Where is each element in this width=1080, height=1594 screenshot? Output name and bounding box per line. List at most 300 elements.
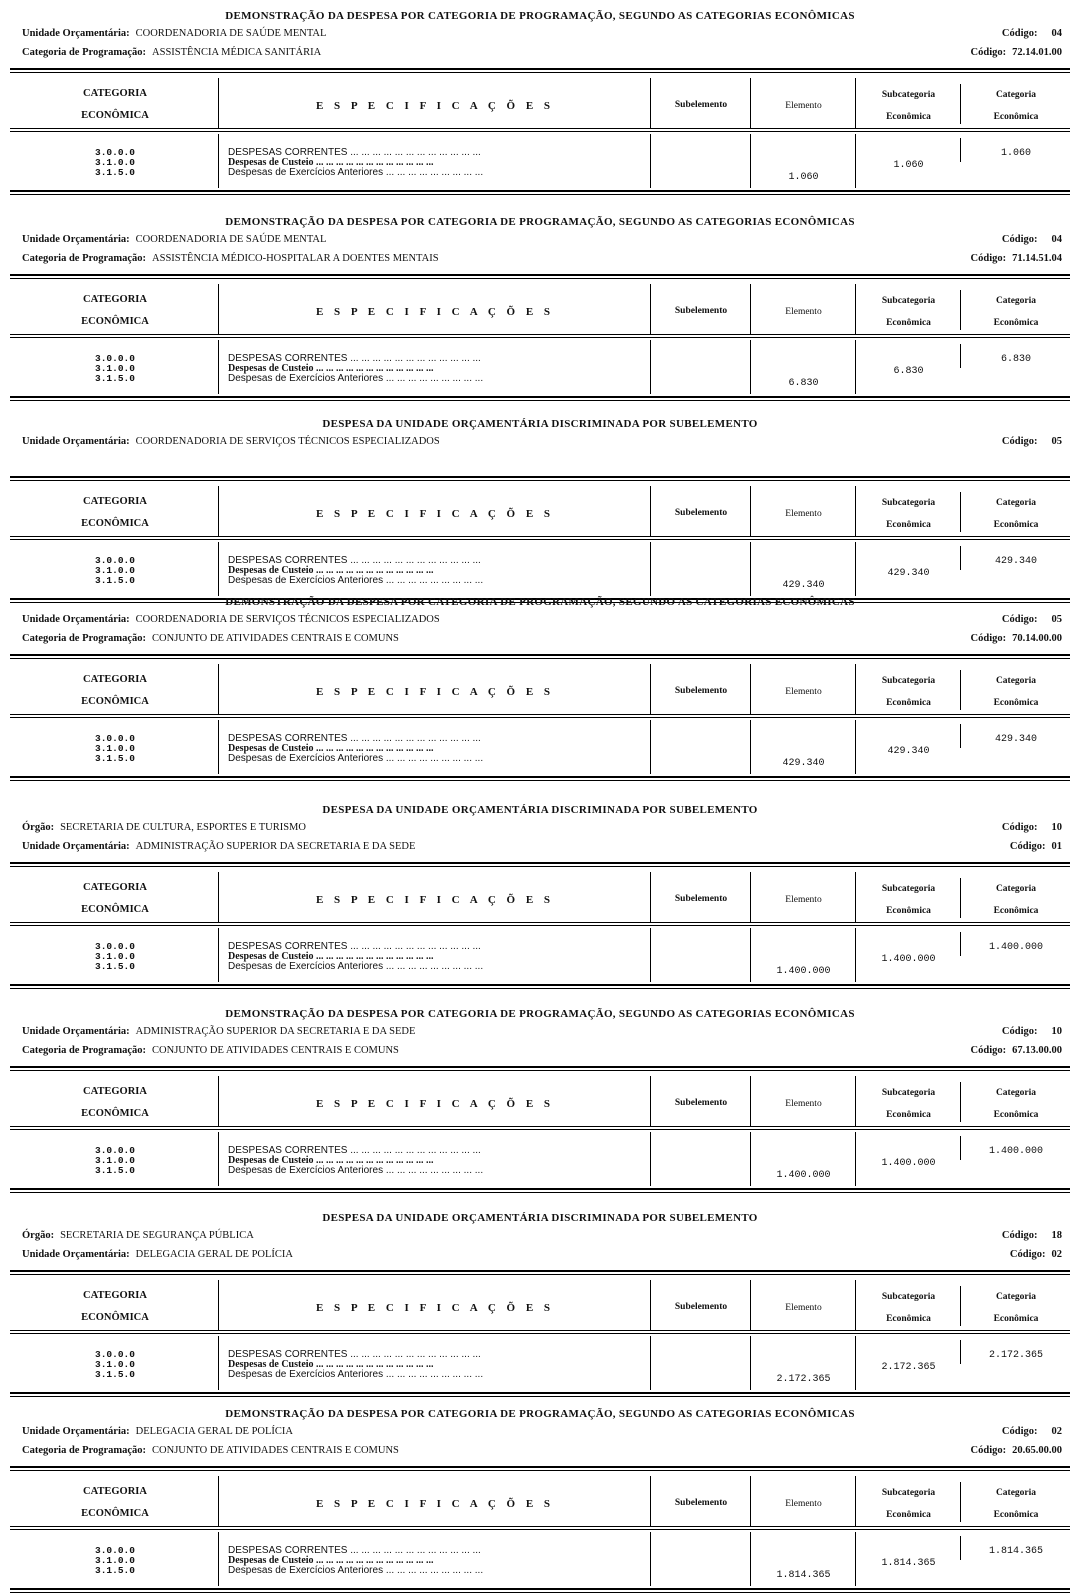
column-divider (218, 340, 219, 394)
budget-section (0, 590, 1080, 780)
header-categoria: CATEGORIA (83, 1486, 147, 1497)
code-label: Código: (1001, 822, 1038, 833)
header-especificacoes: E S P E C I F I C A Ç Õ E S (315, 1098, 555, 1110)
budget-section (0, 1402, 1080, 1592)
header-elemento: Elemento (785, 307, 822, 317)
meta-label: Categoria de Programação: (22, 253, 147, 264)
code-1 (1002, 1026, 1062, 1037)
header-rule (10, 536, 1070, 540)
meta-line-2 (22, 633, 399, 644)
header-subelemento: Subelemento (674, 894, 728, 904)
row-label: Despesas de Exercícios Anteriores ... ... ... ... ... ... ... ... ... (228, 1369, 484, 1380)
meta-label: Órgão: (22, 822, 55, 833)
row-label: Despesas de Custeio ... ... ... ... ... ... ... ... ... ... ... ... (228, 743, 434, 754)
meta-line-1 (22, 1026, 415, 1037)
budget-section (0, 1002, 1080, 1192)
column-divider (855, 340, 856, 394)
row-code: 3.0.0.0 (95, 941, 135, 952)
code-label: Código: (1001, 234, 1038, 245)
row-code: 3.1.0.0 (95, 565, 135, 576)
column-divider (855, 720, 856, 774)
code-value: 05 (1051, 614, 1062, 625)
column-divider (960, 724, 961, 748)
row-label: Despesas de Exercícios Anteriores ... ... ... ... ... ... ... ... ... (228, 753, 484, 764)
header-economica: ECONÔMICA (81, 904, 149, 915)
header-subelemento: Subelemento (674, 1498, 728, 1508)
column-divider (650, 1076, 651, 1126)
column-divider (855, 1280, 856, 1330)
header-rule (10, 922, 1070, 926)
row-label: Despesas de Exercícios Anteriores ... ... ... ... ... ... ... ... ... (228, 961, 484, 972)
header-categoria: CATEGORIA (83, 496, 147, 507)
code-label: Código: (970, 633, 1007, 644)
code-1 (1002, 1230, 1062, 1241)
row-code: 3.0.0.0 (95, 1145, 135, 1156)
budget-section (0, 412, 1080, 602)
column-divider (650, 1132, 651, 1186)
elemento-value: 1.400.000 (776, 1170, 831, 1181)
categoria-value: 1.060 (1000, 148, 1031, 159)
row-label: Despesas de Custeio ... ... ... ... ... ... ... ... ... ... ... ... (228, 565, 434, 576)
code-value: 72.14.01.00 (1012, 47, 1062, 58)
code-label: Código: (970, 1445, 1007, 1456)
column-divider (218, 1476, 219, 1526)
subcategoria-value: 1.060 (893, 160, 924, 171)
code-value: 02 (1051, 1426, 1062, 1437)
meta-label: Categoria de Programação: (22, 633, 147, 644)
subcategoria-value: 429.340 (887, 746, 930, 757)
row-descriptions (228, 1546, 646, 1576)
header-categoria-col: Categoria (995, 1488, 1037, 1498)
row-code: 3.1.0.0 (95, 951, 135, 962)
header-subcategoria: Subcategoria (881, 296, 936, 306)
elemento-value: 1.400.000 (776, 966, 831, 977)
column-divider (750, 134, 751, 188)
row-label: Despesas de Exercícios Anteriores ... ... ... ... ... ... ... ... ... (228, 1565, 484, 1576)
row-label: DESPESAS CORRENTES ... ... ... ... ... ... ... ... ... ... ... ... (228, 1350, 481, 1360)
header-subelemento: Subelemento (674, 1098, 728, 1108)
subcategoria-value: 1.400.000 (881, 1158, 936, 1169)
header-categoria-economica: Econômica (993, 1110, 1039, 1120)
row-codes (30, 942, 200, 972)
code-label: Código: (1001, 1026, 1038, 1037)
meta-line-1 (22, 614, 440, 625)
subcategoria-value: 1.814.365 (881, 1558, 936, 1569)
header-categoria-economica: Econômica (993, 1314, 1039, 1324)
header-rule (10, 128, 1070, 132)
meta-value: DELEGACIA GERAL DE POLÍCIA (135, 1249, 294, 1260)
column-divider (960, 1482, 961, 1522)
code-1 (1002, 28, 1062, 39)
column-divider (960, 1536, 961, 1560)
column-divider (960, 84, 961, 124)
column-divider (218, 542, 219, 596)
row-code: 3.1.5.0 (95, 753, 135, 764)
column-divider (855, 542, 856, 596)
column-divider (218, 872, 219, 922)
column-divider (218, 486, 219, 536)
column-divider (750, 1280, 751, 1330)
column-divider (218, 1076, 219, 1126)
column-divider (750, 664, 751, 714)
table-top-rule (10, 862, 1070, 867)
column-divider (650, 340, 651, 394)
meta-line-2 (22, 1445, 399, 1456)
column-divider (750, 1336, 751, 1390)
code-value: 04 (1051, 28, 1062, 39)
header-elemento: Elemento (785, 101, 822, 111)
row-descriptions (228, 734, 646, 764)
code-value: 10 (1051, 1026, 1062, 1037)
column-divider (855, 284, 856, 334)
code-value: 04 (1051, 234, 1062, 245)
meta-label: Unidade Orçamentária: (22, 1026, 130, 1037)
column-divider (960, 878, 961, 918)
code-value: 67.13.00.00 (1012, 1045, 1062, 1056)
meta-line-2 (22, 1249, 293, 1260)
table-top-rule (10, 476, 1070, 481)
subcategoria-value: 429.340 (887, 568, 930, 579)
meta-line-2 (22, 455, 28, 466)
meta-value: CONJUNTO DE ATIVIDADES CENTRAIS E COMUNS (152, 633, 399, 644)
column-divider (750, 78, 751, 128)
header-categoria-economica: Econômica (993, 906, 1039, 916)
code-1 (1002, 1426, 1062, 1437)
column-divider (855, 134, 856, 188)
column-divider (960, 1340, 961, 1364)
row-descriptions (228, 354, 646, 384)
row-label: DESPESAS CORRENTES ... ... ... ... ... ... ... ... ... ... ... ... (228, 1146, 481, 1156)
header-categoria-col: Categoria (995, 676, 1037, 686)
meta-line-1 (22, 1230, 254, 1241)
column-divider (218, 664, 219, 714)
header-categoria: CATEGORIA (83, 1086, 147, 1097)
row-code: 3.1.5.0 (95, 1369, 135, 1380)
code-label: Código: (1001, 614, 1038, 625)
header-categoria-col: Categoria (995, 1292, 1037, 1302)
expense-table (10, 1466, 1070, 1592)
row-code: 3.1.0.0 (95, 1359, 135, 1370)
row-codes (30, 556, 200, 586)
row-code: 3.0.0.0 (95, 1349, 135, 1360)
column-divider (650, 542, 651, 596)
meta-line-1 (22, 822, 306, 833)
header-subcategoria-economica: Econômica (886, 520, 931, 530)
header-subelemento: Subelemento (674, 508, 728, 518)
meta-label: Unidade Orçamentária: (22, 841, 130, 852)
row-label: Despesas de Custeio ... ... ... ... ... ... ... ... ... ... ... ... (228, 363, 434, 374)
column-divider (855, 78, 856, 128)
header-economica: ECONÔMICA (81, 316, 149, 327)
header-especificacoes: E S P E C I F I C A Ç Õ E S (315, 508, 555, 520)
header-subcategoria: Subcategoria (881, 1488, 936, 1498)
column-divider (750, 1532, 751, 1586)
header-subcategoria-economica: Econômica (886, 1314, 931, 1324)
meta-value: COORDENADORIA DE SERVIÇOS TÉCNICOS ESPECIALIZADOS (135, 614, 440, 625)
column-divider (218, 720, 219, 774)
column-divider (218, 1280, 219, 1330)
table-bottom-rule (10, 776, 1070, 781)
code-label: Código: (970, 253, 1007, 264)
row-codes (30, 354, 200, 384)
code-2 (1010, 1249, 1062, 1260)
header-subcategoria-economica: Econômica (886, 1110, 931, 1120)
code-label: Código: (1009, 1249, 1046, 1260)
code-2 (1056, 455, 1062, 466)
column-divider (218, 1132, 219, 1186)
header-especificacoes: E S P E C I F I C A Ç Õ E S (315, 894, 555, 906)
row-code: 3.1.5.0 (95, 167, 135, 178)
code-label: Código: (1001, 436, 1038, 447)
expense-table (10, 476, 1070, 602)
column-divider (218, 928, 219, 982)
column-divider (855, 486, 856, 536)
categoria-value: 1.400.000 (988, 942, 1043, 953)
header-categoria-economica: Econômica (993, 698, 1039, 708)
code-label: Código: (1009, 841, 1046, 852)
subcategoria-value: 6.830 (893, 366, 924, 377)
code-label: Código: (1001, 1230, 1038, 1241)
column-divider (218, 1532, 219, 1586)
section-title: DESPESA DA UNIDADE ORÇAMENTÁRIA DISCRIMINADA POR SUBELEMENTO (322, 1212, 758, 1224)
code-label: Código: (970, 47, 1007, 58)
column-divider (750, 872, 751, 922)
table-bottom-rule (10, 396, 1070, 401)
expense-table (10, 1066, 1070, 1192)
table-bottom-rule (10, 1588, 1070, 1593)
table-top-rule (10, 654, 1070, 659)
row-label: Despesas de Custeio ... ... ... ... ... ... ... ... ... ... ... ... (228, 951, 434, 962)
meta-label: Categoria de Programação: (22, 1445, 147, 1456)
header-especificacoes: E S P E C I F I C A Ç Õ E S (315, 1498, 555, 1510)
column-divider (650, 134, 651, 188)
meta-value: SECRETARIA DE CULTURA, ESPORTES E TURISMO (60, 822, 306, 833)
header-subcategoria: Subcategoria (881, 498, 936, 508)
column-divider (960, 1082, 961, 1122)
header-elemento: Elemento (785, 509, 822, 519)
row-codes (30, 734, 200, 764)
row-code: 3.1.5.0 (95, 1165, 135, 1176)
row-label: Despesas de Custeio ... ... ... ... ... ... ... ... ... ... ... ... (228, 157, 434, 168)
row-label: Despesas de Exercícios Anteriores ... ... ... ... ... ... ... ... ... (228, 373, 484, 384)
row-label: DESPESAS CORRENTES ... ... ... ... ... ... ... ... ... ... ... ... (228, 942, 481, 952)
code-2 (1010, 841, 1062, 852)
meta-label: Categoria de Programação: (22, 1045, 147, 1056)
elemento-value: 1.814.365 (776, 1570, 831, 1581)
column-divider (218, 134, 219, 188)
subcategoria-value: 1.400.000 (881, 954, 936, 965)
meta-value: CONJUNTO DE ATIVIDADES CENTRAIS E COMUNS (152, 1445, 399, 1456)
column-divider (855, 1132, 856, 1186)
column-divider (855, 1532, 856, 1586)
code-value: 10 (1051, 822, 1062, 833)
elemento-value: 6.830 (788, 378, 819, 389)
categoria-value: 429.340 (994, 734, 1037, 745)
column-divider (650, 1476, 651, 1526)
column-divider (960, 1286, 961, 1326)
column-divider (750, 720, 751, 774)
subcategoria-value: 2.172.365 (881, 1362, 936, 1373)
row-label: Despesas de Exercícios Anteriores ... ... ... ... ... ... ... ... ... (228, 575, 484, 586)
code-2 (971, 253, 1062, 264)
header-rule (10, 1126, 1070, 1130)
header-subelemento: Subelemento (674, 1302, 728, 1312)
column-divider (960, 344, 961, 368)
meta-value: COORDENADORIA DE SERVIÇOS TÉCNICOS ESPECIALIZADOS (135, 436, 440, 447)
elemento-value: 429.340 (782, 758, 825, 769)
header-rule (10, 714, 1070, 718)
meta-line-1 (22, 1426, 293, 1437)
row-label: Despesas de Exercícios Anteriores ... ... ... ... ... ... ... ... ... (228, 167, 484, 178)
expense-table (10, 654, 1070, 780)
table-bottom-rule (10, 984, 1070, 989)
header-subcategoria-economica: Econômica (886, 112, 931, 122)
column-divider (750, 284, 751, 334)
column-divider (960, 138, 961, 162)
row-code: 3.1.5.0 (95, 373, 135, 384)
meta-value: ADMINISTRAÇÃO SUPERIOR DA SECRETARIA E DA SEDE (135, 841, 416, 852)
header-especificacoes: E S P E C I F I C A Ç Õ E S (315, 686, 555, 698)
row-code: 3.1.0.0 (95, 1155, 135, 1166)
code-label: Código: (1001, 28, 1038, 39)
row-label: DESPESAS CORRENTES ... ... ... ... ... ... ... ... ... ... ... ... (228, 556, 481, 566)
meta-label: Unidade Orçamentária: (22, 436, 130, 447)
section-title: DEMONSTRAÇÃO DA DESPESA POR CATEGORIA DE PROGRAMAÇÃO, SEGUNDO AS CATEGORIAS ECONÔMICAS (225, 596, 855, 608)
column-divider (650, 1280, 651, 1330)
table-top-rule (10, 68, 1070, 73)
row-codes (30, 1546, 200, 1576)
header-subelemento: Subelemento (674, 686, 728, 696)
section-title: DEMONSTRAÇÃO DA DESPESA POR CATEGORIA DE PROGRAMAÇÃO, SEGUNDO AS CATEGORIAS ECONÔMICAS (225, 10, 855, 22)
code-value: 02 (1051, 1249, 1062, 1260)
column-divider (650, 78, 651, 128)
row-code: 3.1.5.0 (95, 575, 135, 586)
code-label: Código: (970, 1045, 1007, 1056)
table-bottom-rule (10, 1188, 1070, 1193)
code-1 (1002, 822, 1062, 833)
row-code: 3.1.5.0 (95, 1565, 135, 1576)
code-2 (971, 1045, 1062, 1056)
code-2 (971, 47, 1062, 58)
row-label: DESPESAS CORRENTES ... ... ... ... ... ... ... ... ... ... ... ... (228, 734, 481, 744)
table-top-rule (10, 1270, 1070, 1275)
header-economica: ECONÔMICA (81, 696, 149, 707)
header-categoria: CATEGORIA (83, 88, 147, 99)
table-top-rule (10, 274, 1070, 279)
header-categoria: CATEGORIA (83, 1290, 147, 1301)
column-divider (960, 492, 961, 532)
row-label: DESPESAS CORRENTES ... ... ... ... ... ... ... ... ... ... ... ... (228, 148, 481, 158)
table-top-rule (10, 1466, 1070, 1471)
row-code: 3.1.0.0 (95, 157, 135, 168)
row-descriptions (228, 148, 646, 178)
code-2 (971, 1445, 1062, 1456)
meta-line-2 (22, 47, 321, 58)
column-divider (218, 284, 219, 334)
header-subcategoria-economica: Econômica (886, 1510, 931, 1520)
column-divider (855, 872, 856, 922)
row-code: 3.1.0.0 (95, 743, 135, 754)
expense-table (10, 1270, 1070, 1396)
expense-table (10, 68, 1070, 194)
categoria-value: 1.400.000 (988, 1146, 1043, 1157)
header-economica: ECONÔMICA (81, 1108, 149, 1119)
categoria-value: 6.830 (1000, 354, 1031, 365)
header-rule (10, 1526, 1070, 1530)
header-subcategoria: Subcategoria (881, 1292, 936, 1302)
row-label: Despesas de Custeio ... ... ... ... ... ... ... ... ... ... ... ... (228, 1555, 434, 1566)
meta-value: CONJUNTO DE ATIVIDADES CENTRAIS E COMUNS (152, 1045, 399, 1056)
header-rule (10, 1330, 1070, 1334)
categoria-value: 429.340 (994, 556, 1037, 567)
header-elemento: Elemento (785, 1099, 822, 1109)
budget-section (0, 1206, 1080, 1396)
code-value: 70.14.00.00 (1012, 633, 1062, 644)
row-label: Despesas de Exercícios Anteriores ... ... ... ... ... ... ... ... ... (228, 1165, 484, 1176)
header-subcategoria-economica: Econômica (886, 318, 931, 328)
column-divider (650, 720, 651, 774)
column-divider (650, 928, 651, 982)
row-codes (30, 148, 200, 178)
meta-line-2 (22, 1045, 399, 1056)
expense-table (10, 274, 1070, 400)
row-descriptions (228, 1146, 646, 1176)
header-elemento: Elemento (785, 687, 822, 697)
meta-value: DELEGACIA GERAL DE POLÍCIA (135, 1426, 294, 1437)
header-elemento: Elemento (785, 895, 822, 905)
header-subcategoria: Subcategoria (881, 884, 936, 894)
row-code: 3.0.0.0 (95, 555, 135, 566)
meta-value: SECRETARIA DE SEGURANÇA PÚBLICA (60, 1230, 254, 1241)
column-divider (750, 486, 751, 536)
header-subcategoria: Subcategoria (881, 90, 936, 100)
column-divider (650, 872, 651, 922)
row-descriptions (228, 556, 646, 586)
meta-line-2 (22, 841, 415, 852)
categoria-value: 1.814.365 (988, 1546, 1043, 1557)
header-economica: ECONÔMICA (81, 1312, 149, 1323)
code-1 (1002, 614, 1062, 625)
meta-value: ASSISTÊNCIA MÉDICA SANITÁRIA (152, 47, 322, 58)
elemento-value: 429.340 (782, 580, 825, 591)
column-divider (218, 1336, 219, 1390)
header-categoria-col: Categoria (995, 90, 1037, 100)
column-divider (750, 542, 751, 596)
header-categoria-col: Categoria (995, 1088, 1037, 1098)
header-especificacoes: E S P E C I F I C A Ç Õ E S (315, 100, 555, 112)
meta-label: Unidade Orçamentária: (22, 1249, 130, 1260)
meta-value: ASSISTÊNCIA MÉDICO-HOSPITALAR A DOENTES MENTAIS (152, 253, 439, 264)
table-bottom-rule (10, 190, 1070, 195)
meta-line-1 (22, 28, 326, 39)
header-categoria-economica: Econômica (993, 112, 1039, 122)
header-economica: ECONÔMICA (81, 1508, 149, 1519)
header-categoria: CATEGORIA (83, 882, 147, 893)
code-value: 20.65.00.00 (1012, 1445, 1062, 1456)
header-rule (10, 334, 1070, 338)
header-subcategoria-economica: Econômica (886, 698, 931, 708)
code-1 (1002, 436, 1062, 447)
column-divider (960, 546, 961, 570)
column-divider (855, 1076, 856, 1126)
budget-section (0, 210, 1080, 400)
column-divider (750, 1132, 751, 1186)
section-title: DESPESA DA UNIDADE ORÇAMENTÁRIA DISCRIMINADA POR SUBELEMENTO (322, 804, 758, 816)
elemento-value: 1.060 (788, 172, 819, 183)
column-divider (960, 1136, 961, 1160)
header-categoria-col: Categoria (995, 884, 1037, 894)
header-economica: ECONÔMICA (81, 518, 149, 529)
